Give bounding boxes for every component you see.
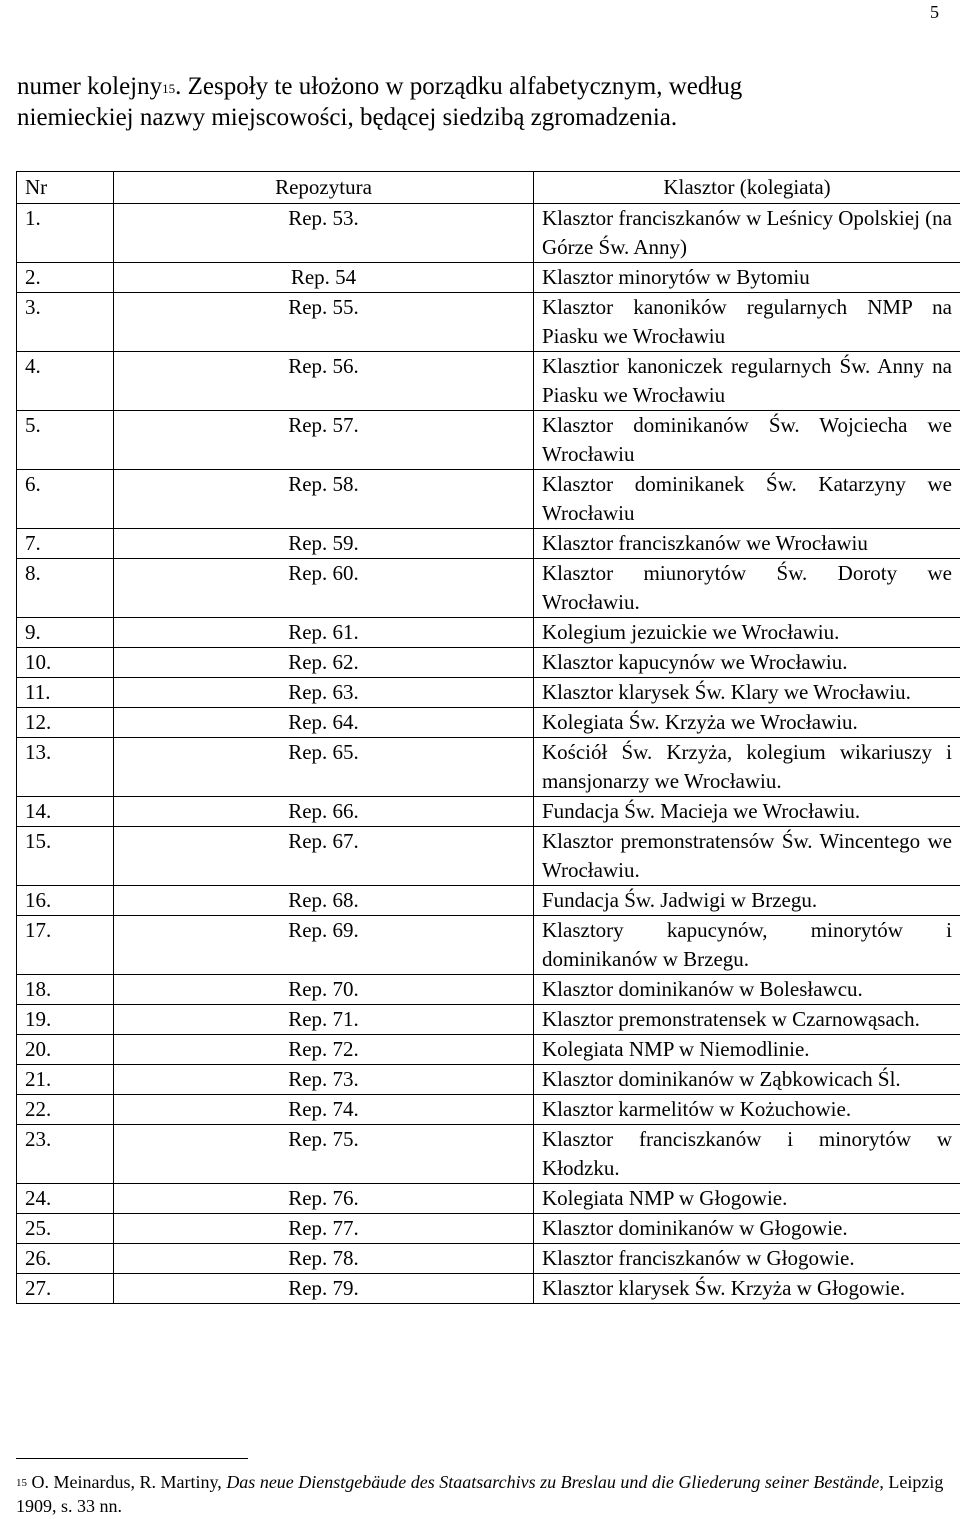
row-nr: 3. xyxy=(17,293,114,352)
row-nr: 24. xyxy=(17,1184,114,1214)
row-klasztor: Kościół Św. Krzyża, kolegium wikariuszy i mansjonarzy we Wrocławiu. xyxy=(534,738,960,797)
row-klasztor: Klasztor dominikanów w Bolesławcu. xyxy=(534,975,960,1005)
footnote-rest: , Leipzig 1909, s. 33 nn. xyxy=(16,1472,944,1516)
row-nr: 27. xyxy=(17,1274,114,1304)
row-repozytura: Rep. 66. xyxy=(114,797,534,827)
table-row xyxy=(17,1184,960,1214)
page-number: 5 xyxy=(930,2,939,22)
row-repozytura: Rep. 77. xyxy=(114,1214,534,1244)
intro-text-before: numer kolejny xyxy=(17,73,163,100)
row-klasztor: Kolegiata NMP w Niemodlinie. xyxy=(534,1035,960,1065)
table-row xyxy=(17,293,960,352)
row-repozytura: Rep. 60. xyxy=(114,559,534,618)
row-repozytura: Rep. 71. xyxy=(114,1005,534,1035)
row-repozytura: Rep. 58. xyxy=(114,470,534,529)
row-repozytura: Rep. 59. xyxy=(114,529,534,559)
row-repozytura: Rep. 78. xyxy=(114,1244,534,1274)
table-row xyxy=(17,1214,960,1244)
table-row xyxy=(17,204,960,263)
row-klasztor: Klasztor klarysek Św. Krzyża w Głogowie. xyxy=(534,1274,960,1304)
row-klasztor: Klasztor franciszkanów w Głogowie. xyxy=(534,1244,960,1274)
row-klasztor: Klasztor dominikanów w Ząbkowicach Śl. xyxy=(534,1065,960,1095)
table-row xyxy=(17,1065,960,1095)
header-klasztor: Klasztor (kolegiata) xyxy=(534,172,960,204)
row-repozytura: Rep. 73. xyxy=(114,1065,534,1095)
row-nr: 2. xyxy=(17,263,114,293)
row-nr: 6. xyxy=(17,470,114,529)
intro-paragraph xyxy=(17,71,951,133)
footnote-title: Das neue Dienstgebäude des Staatsarchivs zu Breslau und die Gliederung seiner Bestände xyxy=(226,1472,880,1492)
row-nr: 25. xyxy=(17,1214,114,1244)
row-nr: 10. xyxy=(17,648,114,678)
table-row xyxy=(17,559,960,618)
row-repozytura: Rep. 68. xyxy=(114,886,534,916)
footnote-authors: O. Meinardus, R. Martiny, xyxy=(27,1472,227,1492)
table-row xyxy=(17,1095,960,1125)
table-row xyxy=(17,738,960,797)
row-repozytura: Rep. 74. xyxy=(114,1095,534,1125)
row-nr: 18. xyxy=(17,975,114,1005)
row-klasztor: Klasztor miunorytów Św. Doroty we Wrocławiu. xyxy=(534,559,960,618)
row-repozytura: Rep. 79. xyxy=(114,1274,534,1304)
row-repozytura: Rep. 53. xyxy=(114,204,534,263)
row-repozytura: Rep. 56. xyxy=(114,352,534,411)
row-nr: 22. xyxy=(17,1095,114,1125)
row-nr: 20. xyxy=(17,1035,114,1065)
row-nr: 8. xyxy=(17,559,114,618)
row-nr: 21. xyxy=(17,1065,114,1095)
row-klasztor: Klasztor kanoników regularnych NMP na Piasku we Wrocławiu xyxy=(534,293,960,352)
row-klasztor: Klasztor kapucynów we Wrocławiu. xyxy=(534,648,960,678)
row-klasztor: Fundacja Św. Macieja we Wrocławiu. xyxy=(534,797,960,827)
row-nr: 9. xyxy=(17,618,114,648)
row-klasztor: Klasztior kanoniczek regularnych Św. Anny na Piasku we Wrocławiu xyxy=(534,352,960,411)
row-repozytura: Rep. 64. xyxy=(114,708,534,738)
row-nr: 13. xyxy=(17,738,114,797)
row-nr: 19. xyxy=(17,1005,114,1035)
row-klasztor: Klasztor premonstratensek w Czarnowąsach. xyxy=(534,1005,960,1035)
row-nr: 1. xyxy=(17,204,114,263)
table-row xyxy=(17,797,960,827)
row-klasztor: Klasztor franciszkanów we Wrocławiu xyxy=(534,529,960,559)
table-row xyxy=(17,886,960,916)
row-nr: 15. xyxy=(17,827,114,886)
row-repozytura: Rep. 63. xyxy=(114,678,534,708)
row-nr: 7. xyxy=(17,529,114,559)
table-row xyxy=(17,678,960,708)
row-repozytura: Rep. 69. xyxy=(114,916,534,975)
footnote xyxy=(16,1470,956,1518)
row-klasztor: Klasztor dominikanów Św. Wojciecha we Wrocławiu xyxy=(534,411,960,470)
table-row xyxy=(17,618,960,648)
row-klasztor: Klasztor minorytów w Bytomiu xyxy=(534,263,960,293)
row-repozytura: Rep. 70. xyxy=(114,975,534,1005)
row-repozytura: Rep. 76. xyxy=(114,1184,534,1214)
table-row xyxy=(17,1274,960,1304)
row-klasztor: Kolegiata Św. Krzyża we Wrocławiu. xyxy=(534,708,960,738)
table-row xyxy=(17,1244,960,1274)
table-body xyxy=(17,204,960,1304)
row-repozytura: Rep. 54 xyxy=(114,263,534,293)
row-klasztor: Klasztor karmelitów w Kożuchowie. xyxy=(534,1095,960,1125)
table-row xyxy=(17,470,960,529)
footnote-reference: 15 xyxy=(162,81,176,96)
row-klasztor: Kolegiata NMP w Głogowie. xyxy=(534,1184,960,1214)
row-nr: 26. xyxy=(17,1244,114,1274)
row-repozytura: Rep. 57. xyxy=(114,411,534,470)
row-klasztor: Klasztor klarysek Św. Klary we Wrocławiu. xyxy=(534,678,960,708)
table-row xyxy=(17,352,960,411)
row-nr: 16. xyxy=(17,886,114,916)
table-row xyxy=(17,1125,960,1184)
row-klasztor: Klasztor premonstratensów Św. Wincentego we Wrocławiu. xyxy=(534,827,960,886)
table-row xyxy=(17,1005,960,1035)
intro-line-2: niemieckiej nazwy miejscowości, będącej siedzibą zgromadzenia. xyxy=(17,104,678,131)
table-row xyxy=(17,529,960,559)
table-row xyxy=(17,411,960,470)
table-row xyxy=(17,1035,960,1065)
row-nr: 23. xyxy=(17,1125,114,1184)
table-row xyxy=(17,708,960,738)
repository-table xyxy=(16,171,960,1304)
row-klasztor: Klasztory kapucynów, minorytów i dominikanów w Brzegu. xyxy=(534,916,960,975)
footnote-mark: 15 xyxy=(16,1477,27,1489)
table-row xyxy=(17,916,960,975)
table-row xyxy=(17,827,960,886)
row-repozytura: Rep. 61. xyxy=(114,618,534,648)
row-repozytura: Rep. 72. xyxy=(114,1035,534,1065)
table-header-row xyxy=(17,172,960,204)
row-repozytura: Rep. 62. xyxy=(114,648,534,678)
table-row xyxy=(17,648,960,678)
header-nr: Nr xyxy=(17,172,114,204)
row-repozytura: Rep. 65. xyxy=(114,738,534,797)
row-nr: 4. xyxy=(17,352,114,411)
row-repozytura: Rep. 67. xyxy=(114,827,534,886)
row-klasztor: Klasztor franciszkanów i minorytów w Kłodzku. xyxy=(534,1125,960,1184)
row-repozytura: Rep. 55. xyxy=(114,293,534,352)
row-nr: 12. xyxy=(17,708,114,738)
row-klasztor: Klasztor dominikanek Św. Katarzyny we Wrocławiu xyxy=(534,470,960,529)
row-klasztor: Klasztor dominikanów w Głogowie. xyxy=(534,1214,960,1244)
row-repozytura: Rep. 75. xyxy=(114,1125,534,1184)
intro-text-after: . Zespoły te ułożono w porządku alfabetycznym, według xyxy=(175,73,743,100)
footnote-separator xyxy=(16,1458,248,1459)
table-row xyxy=(17,263,960,293)
row-nr: 5. xyxy=(17,411,114,470)
row-klasztor: Fundacja Św. Jadwigi w Brzegu. xyxy=(534,886,960,916)
row-klasztor: Klasztor franciszkanów w Leśnicy Opolskiej (na Górze Św. Anny) xyxy=(534,204,960,263)
header-repozytura: Repozytura xyxy=(114,172,534,204)
table-row xyxy=(17,975,960,1005)
row-nr: 17. xyxy=(17,916,114,975)
row-klasztor: Kolegium jezuickie we Wrocławiu. xyxy=(534,618,960,648)
row-nr: 14. xyxy=(17,797,114,827)
row-nr: 11. xyxy=(17,678,114,708)
